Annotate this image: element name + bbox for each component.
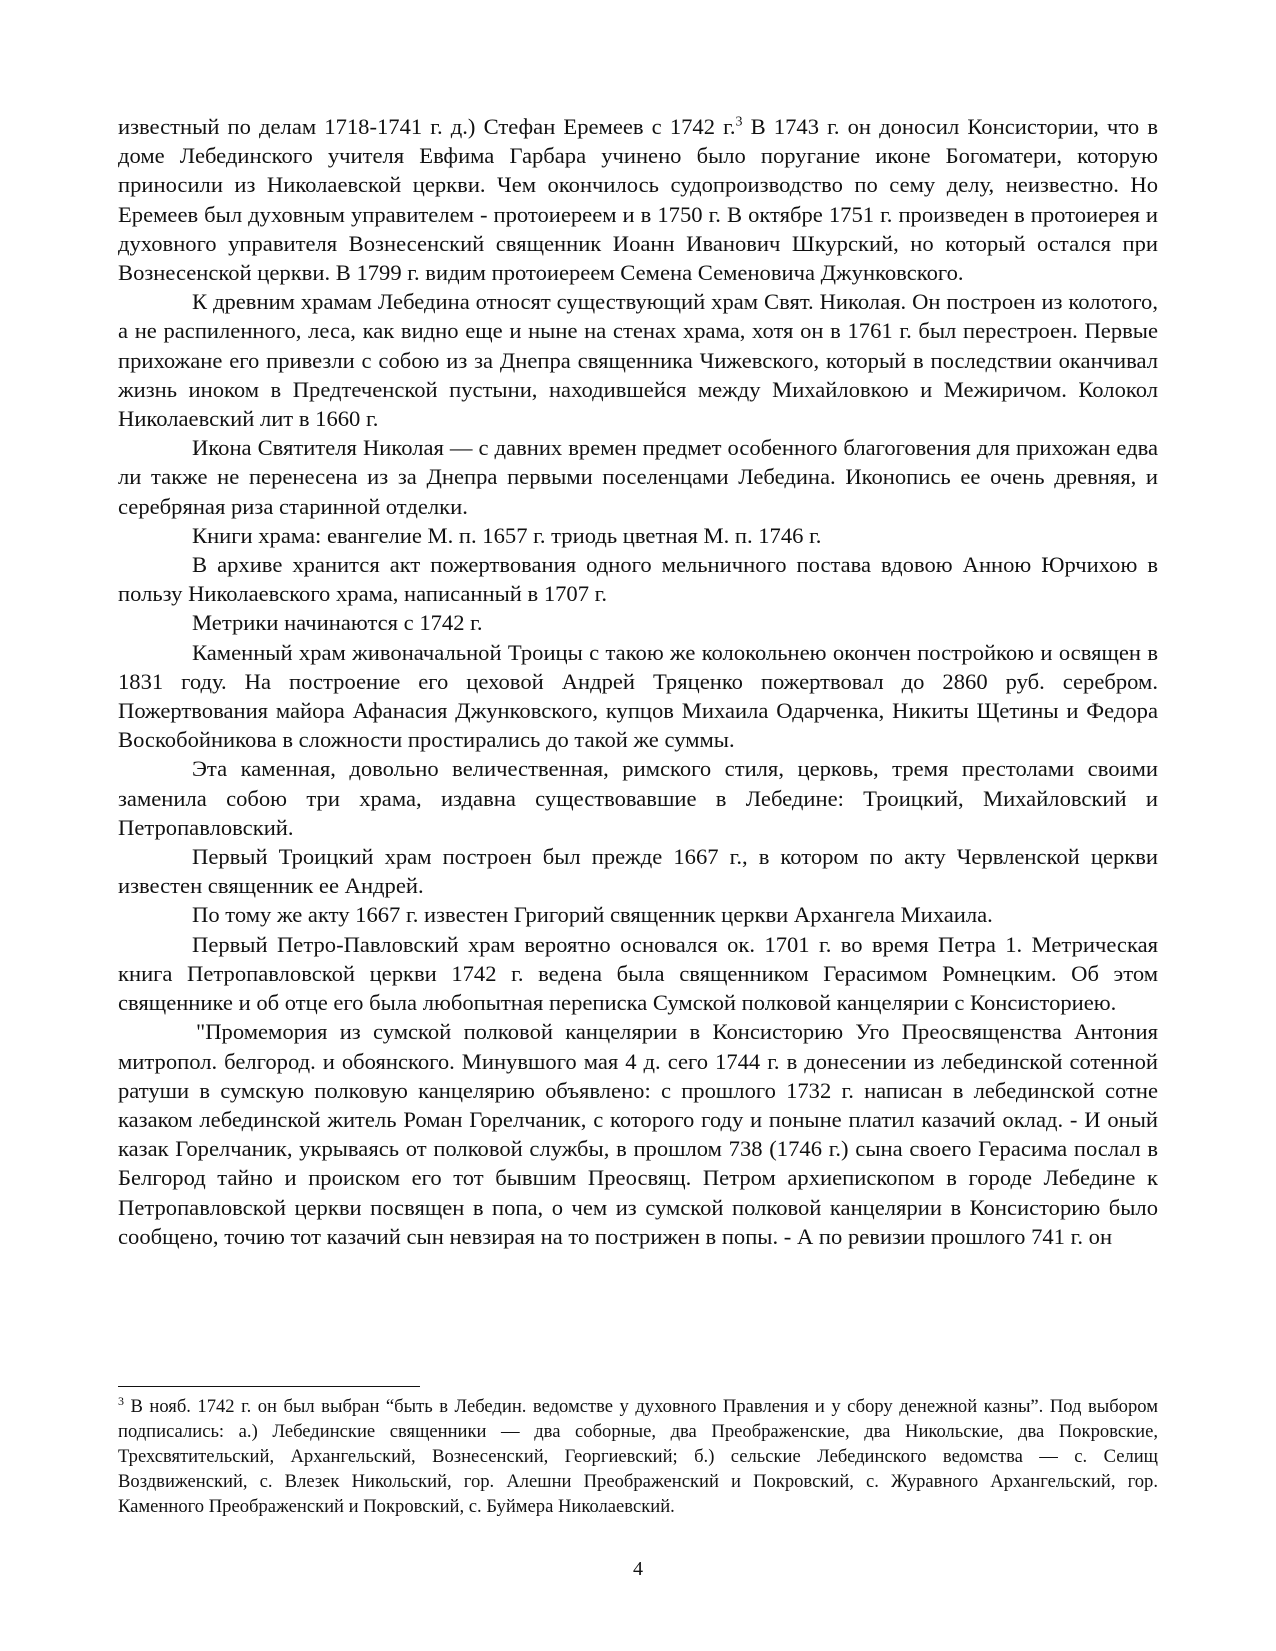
paragraph-9: Первый Троицкий храм построен был прежде 1667 г., в котором по акту Червленской церкви известен священник ее Андрей. xyxy=(118,844,1158,899)
paragraph-10: По тому же акту 1667 г. известен Григорий священник церкви Архангела Михаила. xyxy=(192,902,993,928)
paragraph-5: В архиве хранится акт пожертвования одного мельничного постава вдовою Анною Юрчихою в пользу Николаевского храма, написанный в 1707 г. xyxy=(118,552,1158,607)
paragraph-2: К древним храмам Лебедина относят существующий храм Свят. Николая. Он построен из колотого, а не распиленного, леса, как видно еще и ныне на стенах храма, хотя он в 1761 г. был перестроен. Первые прихожане его привезли с собою из за Днепра священника Чижевского, который в последствии оканчивал жизнь иноком в Предтеченской пустыни, находившейся между Михайловкою и Межиричом. Колокол Николаевский лит в 1660 г. xyxy=(118,289,1158,432)
paragraph-11: Первый Петро-Павловский храм вероятно основался ок. 1701 г. во время Петра 1. Метрическая книга Петропавловской церкви 1742 г. ведена была священником Герасимом Ромнецким. Об этом священнике и об отце его была любопытная переписка Сумской полковой канцелярии с Консисториею. xyxy=(118,931,1158,1016)
body-text xyxy=(118,112,1158,1251)
footnote-marker: 3 xyxy=(118,1393,124,1408)
footnote xyxy=(118,1394,1158,1519)
paragraph-6: Метрики начинаются с 1742 г. xyxy=(192,610,483,636)
paragraph-12-quote: "Промемория из сумской полковой канцелярии в Консисторию Уго Преосвященства Антония митропол. белгород. и обоянского. Минувшого мая 4 д. сего 1744 г. в донесении из лебединской сотенной ратуши в сумскую полковую канцелярию объявлено: с прошлого 1732 г. написан в лебединской сотне казаком лебединской житель Роман Горелчаник, с которого году и поныне платил казачий оклад. - И оный казак Горелчаник, укрываясь от полковой службы, в прошлом 738 (1746 г.) сына своего Герасима послал в Белгород тайно и происком его тот бывшим Преосвящ. Петром архиепископом в городе Лебедине к Петропавловской церкви посвящен в попа, о чем из сумской полковой канцелярии в Консисторию было сообщено, точию тот казачий сын невзирая на то пострижен в попы. - А по ревизии прошлого 741 г. он xyxy=(118,1019,1158,1249)
footnote-separator xyxy=(118,1386,420,1387)
paragraph-7: Каменный храм живоначальной Троицы с такою же колокольнею окончен постройкою и освящен в 1831 году. На построение его цеховой Андрей Тряценко пожертвовал до 2860 руб. серебром. Пожертвования майора Афанасия Джунковского, купцов Михаила Одарченка, Никиты Щетины и Федора Воскобойникова в сложности простирались до такой же суммы. xyxy=(118,639,1158,753)
page-number: 4 xyxy=(633,1558,643,1580)
paragraph-4: Книги храма: евангелие М. п. 1657 г. триодь цветная М. п. 1746 г. xyxy=(192,522,822,548)
paragraph-3: Икона Святителя Николая — с давних времен предмет особенного благоговения для прихожан едва ли также не перенесена из за Днепра первыми поселенцами Лебедина. Иконопись ее очень древняя, и серебряная риза старинной отделки. xyxy=(118,435,1158,519)
paragraph-1-start: известный по делам 1718-1741 г. д.) Стефан Еремеев с 1742 г. xyxy=(118,114,736,139)
paragraph-8: Эта каменная, довольно величественная, римского стиля, церковь, тремя престолами своими заменила собою три храма, издавна существовавшие в Лебедине: Троицкий, Михайловский и Петропавловский. xyxy=(118,756,1158,840)
document-page xyxy=(118,112,1158,1251)
paragraph-1 xyxy=(118,112,1158,287)
paragraph-1-rest: В 1743 г. он доносил Консистории, что в доме Лебединского учителя Евфима Гарбара учинено было поругание иконе Богоматери, которую приносили из Николаевской церкви. Чем окончилось судопроизводство по сему делу, неизвестно. Но Еремеев был духовным управителем - протоиереем и в 1750 г. В октябре 1751 г. произведен в протоиерея и духовного управителя Вознесенский священник Иоанн Иванович Шкурский, но который остался при Вознесенской церкви. В 1799 г. видим протоиереем Семена Семеновича Джунковского. xyxy=(118,114,1158,286)
footnote-reference[interactable]: 3 xyxy=(735,114,743,130)
footnote-text: В нояб. 1742 г. он был выбран “быть в Лебедин. ведомстве у духовного Правления и у сбору денежной казны”. Под выбором подписались: а.) Лебединские священники — два соборные, два Преображенские, два Никольские, два Покровские, Трехсвятительский, Архангельский, Вознесенский, Георгиевский; б.) сельские Лебединского ведомства — с. Селищ Воздвиженский, с. Влезек Никольский, гор. Алешни Преображенский и Покровский, с. Журавного Архангельский, гор. Каменного Преображенский и Покровский, с. Буймера Николаевский. xyxy=(118,1396,1158,1517)
